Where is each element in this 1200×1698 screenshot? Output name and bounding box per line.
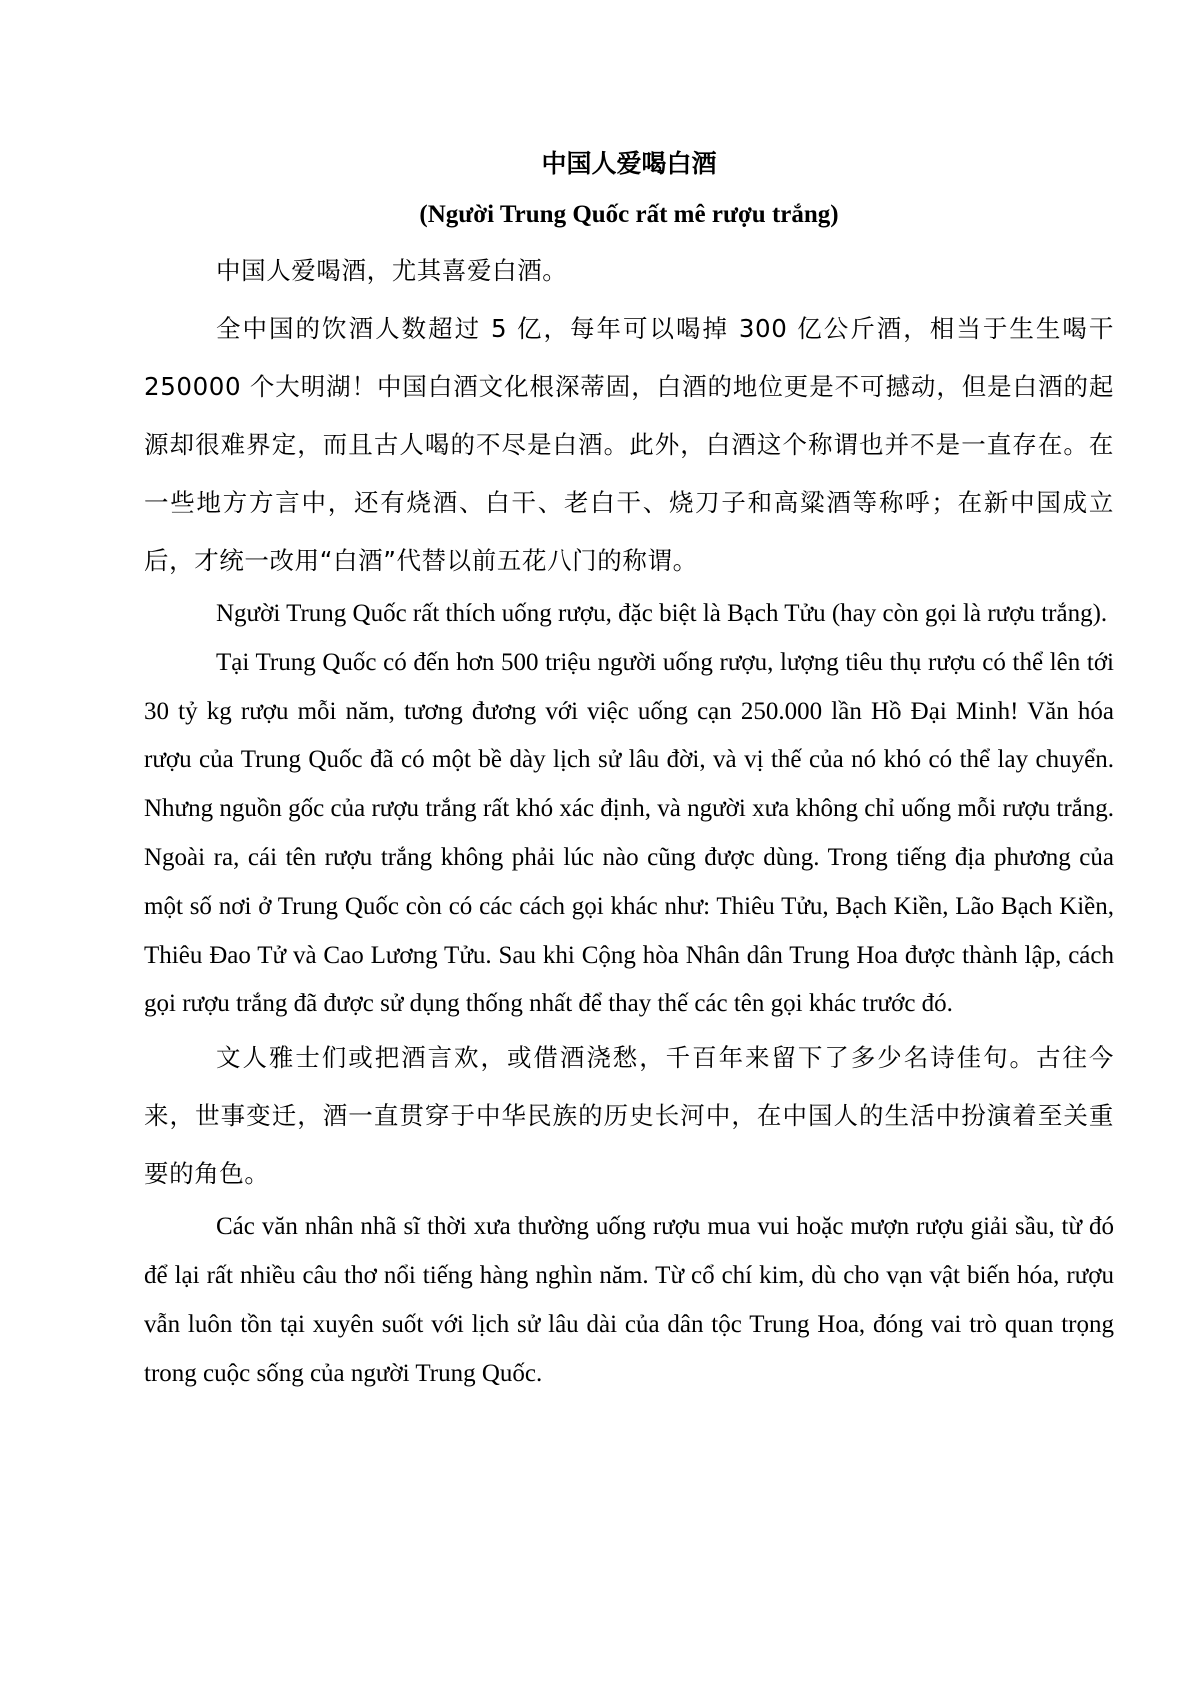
document-subtitle: (Người Trung Quốc rất mê rượu trắng) bbox=[419, 201, 839, 228]
paragraph-vi-main: Tại Trung Quốc có đến hơn 500 triệu người uống rượu, lượng tiêu thụ rượu có thể lên tới 30 tỷ kg rượu mỗi năm, tương đương với việc uống cạn 250.000 lần Hồ Đại Minh! Văn hóa rượu của Trung Quốc đã có một bề dày lịch sử lâu đời, và vị thế của nó khó có thể lay chuyển. Nhưng nguồn gốc của rượu trắng rất khó xác định, và người xưa không chỉ uống mỗi rượu trắng. Ngoài ra, cái tên rượu trắng không phải lúc nào cũng được dùng. Trong tiếng địa phương của một số nơi ở Trung Quốc còn có các cách gọi khác như: Thiêu Tửu, Bạch Kiền, Lão Bạch Kiền, Thiêu Đao Tử và Cao Lương Tửu. Sau khi Cộng hòa Nhân dân Trung Hoa được thành lập, cách gọi rượu trắng đã được sử dụng thống nhất để thay thế các tên gọi khác trước đó. bbox=[144, 648, 1114, 1018]
document-body bbox=[144, 138, 1114, 1398]
paragraph-vi-closing: Các văn nhân nhã sĩ thời xưa thường uống rượu mua vui hoặc mượn rượu giải sầu, từ đó để lại rất nhiều câu thơ nổi tiếng hàng nghìn năm. Từ cổ chí kim, dù cho vạn vật biến hóa, rượu vẫn luôn tồn tại xuyên suốt với lịch sử lâu dài của dân tộc Trung Hoa, đóng vai trò quan trọng trong cuộc sống của người Trung Quốc. bbox=[144, 1213, 1114, 1387]
document-title: 中国人爱喝白酒 bbox=[541, 149, 717, 178]
paragraph-zh-intro: 中国人爱喝酒，尤其喜爱白酒。 bbox=[216, 256, 568, 285]
paragraph-vi-intro: Người Trung Quốc rất thích uống rượu, đặc biệt là Bạch Tửu (hay còn gọi là rượu trắng). bbox=[216, 600, 1108, 627]
paragraph-zh-closing: 文人雅士们或把酒言欢，或借酒浇愁，千百年来留下了多少名诗佳句。古往今来，世事变迁，酒一直贯穿于中华民族的历史长河中，在中国人的生活中扮演着至关重要的角色。 bbox=[144, 1043, 1114, 1189]
paragraph-zh-main: 全中国的饮酒人数超过 5 亿，每年可以喝掉 300 亿公斤酒，相当于生生喝干 250000 个大明湖！中国白酒文化根深蒂固，白酒的地位更是不可撼动，但是白酒的起源却很难界定，而且古人喝的不尽是白酒。此外，白酒这个称谓也并不是一直存在。在一些地方方言中，还有烧酒、白干、老白干、烧刀子和高粱酒等称呼；在新中国成立后，才统一改用“白酒”代替以前五花八门的称谓。 bbox=[144, 314, 1114, 575]
